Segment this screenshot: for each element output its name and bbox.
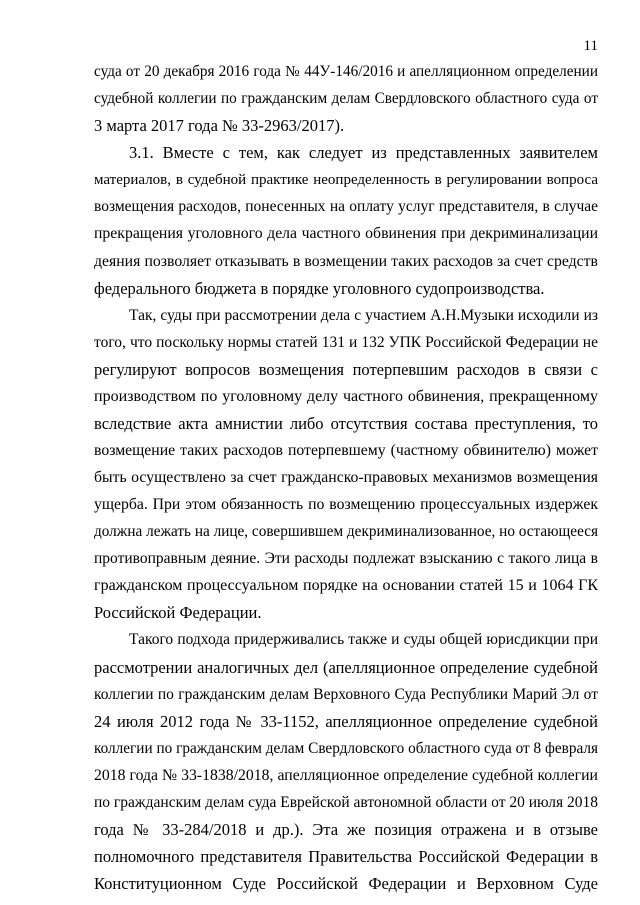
text-line: суда от 20 декабря 2016 года № 44У-146/2016 и апелляционном определении (94, 63, 598, 80)
text-line: рассмотрении аналогичных дел (апелляционное определение судебной (94, 657, 598, 677)
text-line: судебной коллегии по гражданским делам Свердловского областного суда от (94, 90, 598, 108)
text-line: полномочного представителя Правительства Российской Федерации в (94, 846, 598, 866)
text-line: 3 марта 2017 года № 33-2963/2017). (94, 116, 345, 136)
text-line: быть осуществлено за счет гражданско-правовых механизмов возмещения (94, 469, 598, 486)
page-number: 11 (583, 38, 598, 54)
text-line: возмещение таких расходов потерпевшему (частному обвинителю) может (94, 441, 598, 459)
text-line: коллегии по гражданским делам Свердловского областного суда от 8 февраля (94, 739, 598, 757)
text-line: Российской Федерации. (94, 603, 262, 623)
text-line: 24 июля 2012 года № 33-1152, апелляционное определение судебной (94, 711, 598, 731)
text-line: деяния позволяет отказывать в возмещении таких расходов за счет средств (94, 252, 598, 270)
text-line: регулируют вопросов возмещения потерпевшим расходов в связи с (94, 359, 598, 379)
text-line: материалов, в судебной практике неопределенность в регулировании вопроса (94, 172, 598, 189)
text-line: 3.1. Вместе с тем, как следует из представленных заявителем (129, 143, 598, 163)
text-line: 2018 года № 33-1838/2018, апелляционное определение судебной коллегии (94, 766, 598, 784)
text-line: того, что поскольку нормы статей 131 и 132 УПК Российской Федерации не (94, 333, 598, 351)
text-line: прекращения уголовного дела частного обвинения при декриминализации (94, 225, 598, 243)
text-line: года № 33-284/2018 и др.). Эта же позиция отражена и в отзыве (94, 819, 598, 839)
text-line: по гражданским делам суда Еврейской автономной области от 20 июля 2018 (94, 793, 598, 811)
text-line: Так, суды при рассмотрении дела с участием А.Н.Музыки исходили из (129, 306, 598, 324)
text-line: должна лежать на лице, совершившем декриминализованное, но остающееся (94, 523, 598, 541)
text-line: производством по уголовному делу частного обвинения, прекращенному (94, 387, 598, 405)
text-line: федерального бюджета в порядке уголовного судопроизводства. (94, 278, 545, 298)
text-line: ущерба. При этом обязанность по возмещению процессуальных издержек (94, 496, 598, 514)
text-line: Конституционном Суде Российской Федерации и Верховном Суде (94, 874, 598, 893)
text-line: гражданском процессуальном порядке на основании статей 15 и 1064 ГК (94, 577, 598, 595)
text-line: Такого подхода придерживались также и суды общей юрисдикции при (129, 631, 598, 649)
text-line: вследствие акта амнистии либо отсутствия состава преступления, то (94, 413, 598, 433)
text-line: коллегии по гражданским делам Верховного Суда Республики Марий Эл от (94, 685, 598, 703)
text-line: противоправным деяние. Эти расходы подлежат взысканию с такого лица в (94, 550, 598, 568)
text-line: возмещения расходов, понесенных на оплату услуг представителя, в случае (94, 198, 598, 216)
